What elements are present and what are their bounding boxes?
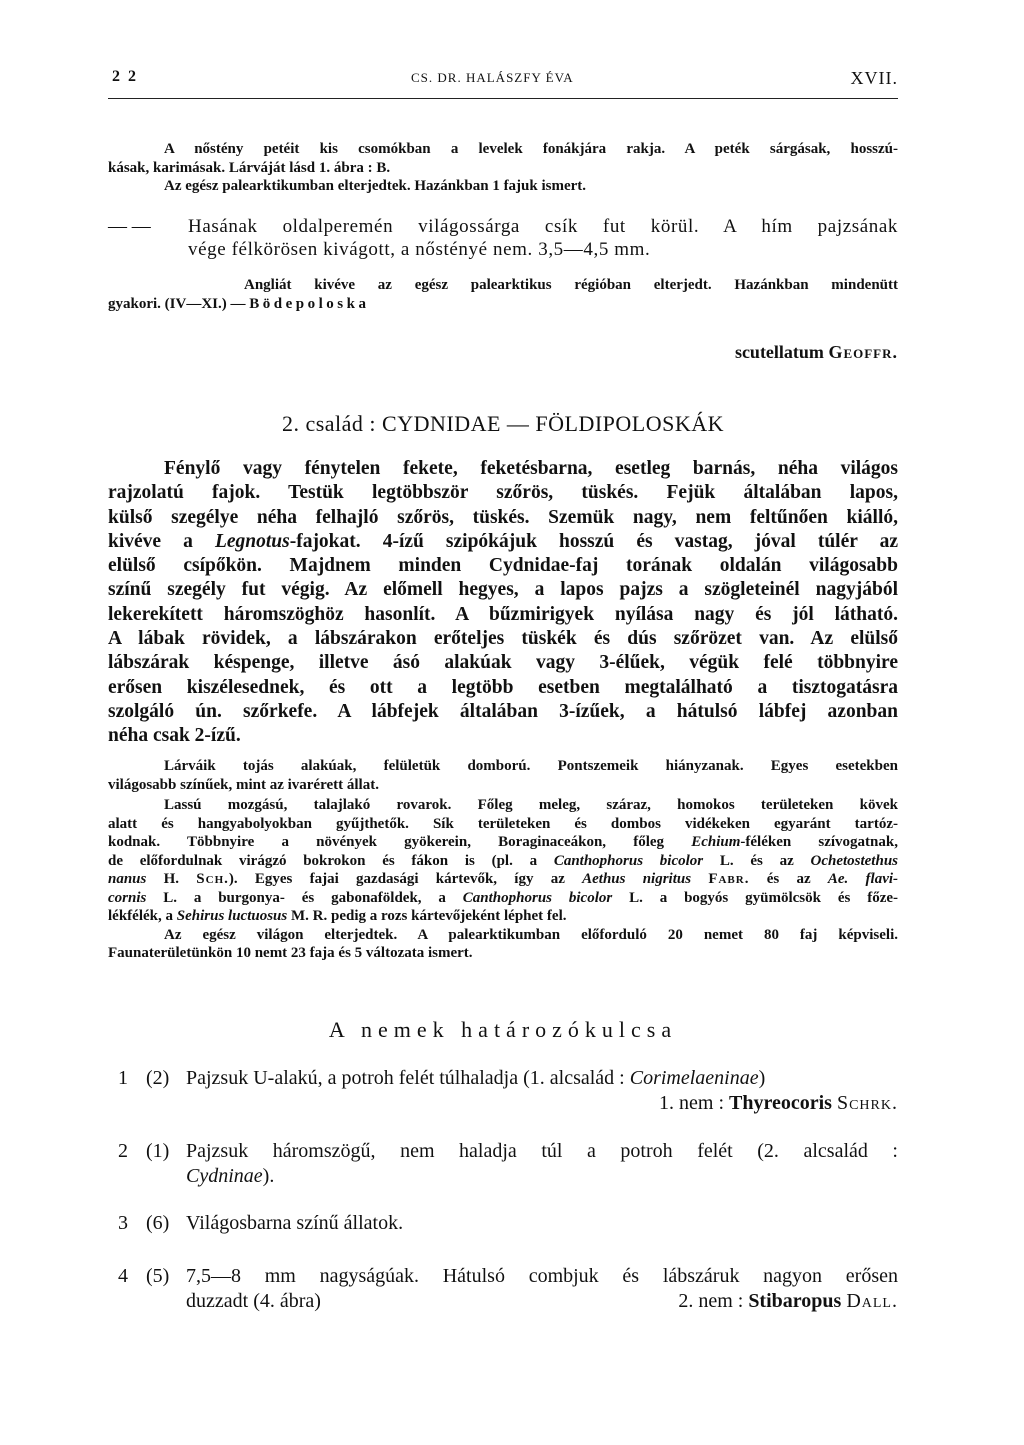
couplet-alternate: (5) xyxy=(146,1265,170,1287)
text-line xyxy=(108,852,898,871)
text-line: színű szegély fut végig. Az előmell hegyes, a lapos pajzs a szögleteinél nagyjából xyxy=(108,579,898,601)
genus-prefix: 1. nem : xyxy=(659,1092,730,1114)
text-line: 7,5—8 mm nagyságúak. Hátulsó combjuk és lábszáruk nagyon erősen xyxy=(186,1265,898,1287)
species-name: Sehirus luctuosus xyxy=(176,908,288,924)
species-name: cornis xyxy=(108,889,147,906)
text-fragment: kodnak. Többnyire a növények gyökerein, Boraginaceákon, főleg xyxy=(108,834,692,850)
text-line: Világosbarna színű állatok. xyxy=(186,1212,404,1234)
text-line: néha csak 2-ízű. xyxy=(108,725,241,747)
text-fragment: H. xyxy=(146,871,197,887)
text-fragment: M. R. pedig a rozs kártevőjeként léphet fel. xyxy=(287,908,567,924)
subfamily-name: Corimelaeninae xyxy=(629,1067,759,1089)
text-line: Hasának oldalperemén világossárga csík fut körül. A hím pajzsának xyxy=(188,216,898,237)
couplet-alternate: (6) xyxy=(146,1212,170,1234)
couplet-alternate: (2) xyxy=(146,1067,170,1089)
key-couplet xyxy=(108,1139,898,1189)
genus-author: Dall. xyxy=(846,1290,898,1312)
text-line: Fénylő vagy fénytelen fekete, feketésbarna, esetleg barnás, néha világos xyxy=(164,458,898,479)
text-line xyxy=(186,1289,898,1314)
couplet-number: 4 xyxy=(118,1265,128,1287)
species-distribution xyxy=(108,276,898,313)
family-description xyxy=(108,457,898,749)
text-line: kásak, karimásak. Lárváját lásd 1. ábra : B. xyxy=(108,159,391,176)
text-fragment: L. a bogyós gyümölcsök és főze- xyxy=(612,889,899,906)
text-fragment: -fajokat. 4-ízű szipókájuk hosszú és vastag, jóval túlér az xyxy=(289,530,898,552)
chapter-number: XVII. xyxy=(850,68,898,88)
key-heading: A nemek határozókulcsa xyxy=(328,1017,678,1042)
text-line: Faunaterületünkön 10 nemt 23 faja és 5 változata ismert. xyxy=(108,945,473,961)
genus-name: Thyreocoris xyxy=(729,1092,832,1114)
text-line xyxy=(186,1164,898,1189)
scientific-name: scutellatum xyxy=(734,342,824,362)
genus-name: Echium xyxy=(691,834,741,850)
text-line: vége félkörösen kivágott, a nőstényé nem. 3,5—4,5 mm. xyxy=(188,239,651,260)
text-line: Lárváik tojás alakúak, felületük domború. Pontszemeik hiányzanak. Egyes esetekben xyxy=(164,758,898,774)
genus-name: Ochetostethus xyxy=(810,852,898,869)
text-line xyxy=(108,295,898,314)
species-name: Canthophorus bicolor xyxy=(553,852,704,869)
text-fragment: Pajzsuk U-alakú, a potroh felét túlhaladja (1. alcsalád : xyxy=(186,1067,630,1089)
text-fragment xyxy=(691,871,708,887)
text-line xyxy=(186,1066,898,1091)
text-fragment: kivéve a xyxy=(108,530,215,552)
genus-line xyxy=(186,1091,898,1116)
species-name: Canthophorus bicolor xyxy=(462,889,613,906)
text-line xyxy=(108,907,898,926)
text-fragment: duzzadt (4. ábra) xyxy=(186,1290,321,1312)
text-line: szolgáló ún. szőrkefe. A lábfejek általában 3-ízűek, a hátulsó lábfej azonban xyxy=(108,700,898,722)
text-fragment: lékfélék, a xyxy=(108,908,177,924)
text-line: A nőstény petéit kis csomókban a levelek fonákjára rakja. A peték sárgásak, hosszú- xyxy=(164,141,898,157)
text-line: Pajzsuk háromszögű, nem haladja túl a potroh felét (2. alcsalád : xyxy=(186,1140,898,1162)
header-rule xyxy=(108,98,898,99)
genus-line xyxy=(678,1289,898,1314)
text-fragment: ). Egyes fajai gazdasági kártevők, így az xyxy=(228,871,583,887)
key-couplet xyxy=(108,1211,898,1236)
couplet-text xyxy=(186,1264,898,1314)
text-line: külső szegélye néha felhajló szőrös, tüskés. Szemük nagy, nem feltűnően kiálló, xyxy=(108,506,898,528)
couplet-number: 2 xyxy=(118,1140,128,1162)
text-line: lábszárak késpenge, illetve ásó alakúak vagy 3-élűek, végük felé többnyire xyxy=(108,652,898,674)
text-line xyxy=(108,833,898,852)
text-line: rajzolatú fajok. Testük legtöbbször szőrös, tüskés. Fejük általában lapos, xyxy=(108,482,898,504)
couplet-text xyxy=(186,1139,898,1189)
couplet-alternate: (1) xyxy=(146,1140,170,1162)
ditto-dashes: — — xyxy=(108,216,151,237)
key-couplet xyxy=(108,1264,898,1314)
text-line: Az egész palearktikumban elterjedtek. Hazánkban 1 fajuk ismert. xyxy=(164,178,587,194)
species-name: Aethus nigritus xyxy=(582,871,692,887)
text-line: elülső csípőkön. Majdnem minden Cydnidae-faj torának oldalán világosabb xyxy=(108,555,898,577)
subfamily-name: Cydninae xyxy=(186,1165,263,1187)
text-fragment: L. a burgonya- és gabonaföldek, a xyxy=(146,889,463,906)
running-head-author: CS. DR. HALÁSZFY ÉVA xyxy=(411,70,574,85)
couplet-number: 3 xyxy=(118,1212,128,1234)
text-line: alatt és hangyabolyokban gyűjthetők. Sík területeken és dombos vidékeken egyaránt tartóz- xyxy=(108,815,898,832)
text-line xyxy=(108,530,898,554)
genus-name: Stibaropus xyxy=(748,1290,842,1312)
author-abbrev: Fabr. xyxy=(708,871,750,887)
family-heading: 2. család : CYDNIDAE — FÖLDIPOLOSKÁK xyxy=(281,411,725,436)
species-name: nanus xyxy=(108,871,147,887)
text-fragment: de előfordulnak virágzó bokrokon és fákon is (pl. a xyxy=(108,852,554,869)
couplet-text xyxy=(186,1066,898,1116)
intro-paragraph xyxy=(108,140,898,196)
genus-name: Legnotus xyxy=(214,530,290,552)
text-line: Az egész világon elterjedtek. A palearktikumban előforduló 20 nemet 80 faj képviseli. xyxy=(164,926,898,943)
text-line: A lábak rövidek, a lábszárakon erőteljes tüskék és dús szőrözet van. Az elülső xyxy=(108,628,898,650)
key-couplet xyxy=(108,1066,898,1116)
text-line xyxy=(108,889,898,908)
biology-paragraphs xyxy=(108,757,898,963)
genus-author: Schrk. xyxy=(836,1092,898,1114)
genus-prefix: 2. nem : xyxy=(678,1290,749,1312)
page-number: 2 2 xyxy=(112,68,138,85)
text-fragment: ) xyxy=(758,1067,766,1089)
couplet-number: 1 xyxy=(118,1067,128,1089)
species-name xyxy=(735,342,898,363)
text-fragment: L. és az xyxy=(703,852,811,869)
text-line: lekerekített háromszöghöz hasonlít. A bűzmirigyek nyílása nagy és jól látható. xyxy=(108,603,898,625)
text-fragment: gyakori. (IV—XI.) — xyxy=(108,295,250,312)
text-line: Lassú mozgású, talajlakó rovarok. Főleg meleg, száraz, homokos területeken kövek xyxy=(164,797,898,813)
text-fragment: és az xyxy=(749,871,828,887)
text-line: erősen kiszélesednek, és ott a legtöbb esetben megtalálható a tisztogatásra xyxy=(108,676,898,698)
text-line: Angliát kivéve az egész palearktikus régióban elterjedt. Hazánkban mindenütt xyxy=(244,277,898,293)
text-line: világosabb színűek, mint az ivarérett állat. xyxy=(108,776,379,793)
author-abbrev: Sch. xyxy=(196,871,229,887)
species-name: Ae. flavi- xyxy=(827,871,899,887)
couplet-text xyxy=(186,1211,898,1236)
species-author: Geoffr. xyxy=(828,342,898,362)
common-name: Bödepoloska xyxy=(249,295,370,312)
text-fragment: -féléken szívogatnak, xyxy=(740,834,898,850)
text-fragment: ). xyxy=(262,1165,275,1187)
text-line xyxy=(108,870,898,889)
